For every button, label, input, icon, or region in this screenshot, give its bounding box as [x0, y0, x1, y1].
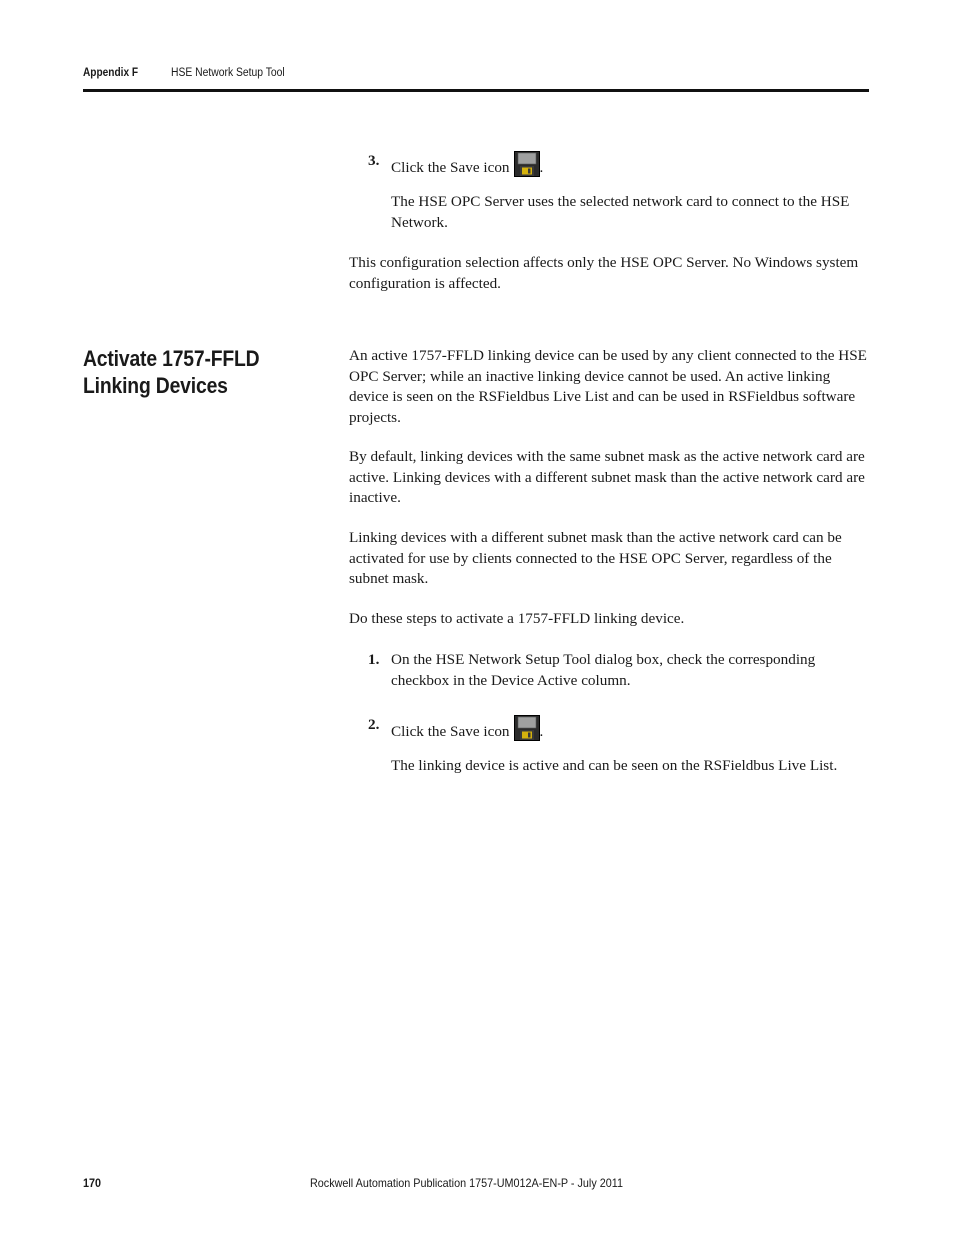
step-2-suffix: . — [539, 723, 544, 740]
section-heading-line2: Linking Devices — [83, 373, 228, 398]
page-number: 170 — [83, 1176, 102, 1190]
step-3-label: Click the Save icon — [391, 159, 510, 176]
step-1-text: On the HSE Network Setup Tool dialog box, check the corresponding checkbox in the Device Active column. — [391, 651, 816, 689]
section-paragraph-4: Do these steps to activate a 1757-FFLD linking device. — [349, 610, 685, 627]
publication-info: Rockwell Automation Publication 1757-UM012A-EN-P - July 2011 — [310, 1176, 623, 1190]
step-2-text — [391, 715, 871, 743]
step-3-text — [391, 151, 871, 179]
section-heading-line1: Activate 1757-FFLD — [83, 346, 260, 371]
step-1-number: 1. — [368, 651, 380, 668]
step-2-label: Click the Save icon — [391, 723, 510, 740]
step-3-number: 3. — [368, 152, 380, 169]
section-paragraph-3: Linking devices with a different subnet mask than the active network card can be activated for use by clients connected to the HSE OPC Server, regardless of the subnet mask. — [349, 529, 842, 588]
page-header — [83, 66, 869, 92]
config-note: This configuration selection affects only the HSE OPC Server. No Windows system configuration is affected. — [349, 254, 859, 292]
section-heading — [83, 345, 259, 399]
step-2-number: 2. — [368, 716, 380, 733]
save-icon — [514, 151, 540, 177]
save-icon — [514, 715, 540, 741]
section-paragraph-2: By default, linking devices with the same subnet mask as the active network card are active. Linking devices with a different subnet mask than the active network card are inactive. — [349, 448, 865, 507]
step-2-result: The linking device is active and can be seen on the RSFieldbus Live List. — [391, 757, 838, 774]
step-3-suffix: . — [539, 159, 544, 176]
step-3-result: The HSE OPC Server uses the selected network card to connect to the HSE Network. — [391, 193, 850, 231]
section-paragraph-1: An active 1757-FFLD linking device can be used by any client connected to the HSE OPC Server; while an inactive linking device cannot be used. An active linking device is seen on the RSFieldbus Live List and can be used in RSFieldbus software projects. — [349, 347, 867, 426]
header-rule — [83, 89, 869, 92]
header-title: HSE Network Setup Tool — [171, 67, 285, 79]
header-section: Appendix F — [83, 67, 139, 79]
